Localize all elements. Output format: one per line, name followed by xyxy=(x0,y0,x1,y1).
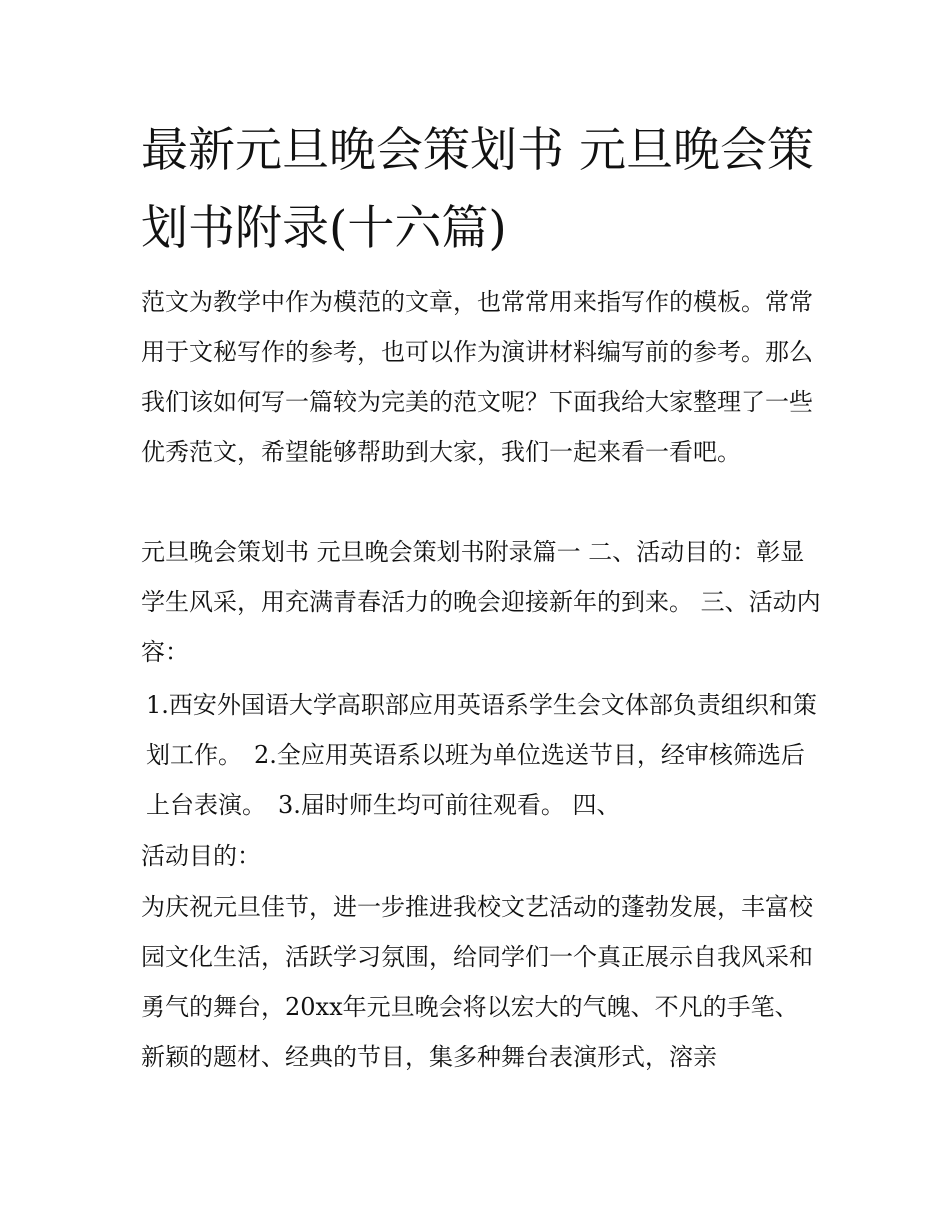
activity-content-paragraph: 1.西安外国语大学高职部应用英语系学生会文体部负责组织和策划工作。 2.全应用英语系以班为单位选送节目，经审核筛选后上台表演。 3.届时师生均可前往观看。 四、 xyxy=(146,691,817,819)
intro-paragraph: 范文为教学中作为模范的文章，也常常用来指写作的模板。常常用于文秘写作的参考，也可以作为演讲材料编写前的参考。那么我们该如何写一篇较为完美的范文呢？下面我给大家整理了一些优秀范文，希望能够帮助到大家，我们一起来看一看吧。 xyxy=(141,288,813,466)
document-title: 最新元旦晚会策划书 元旦晚会策划书附录(十六篇) xyxy=(141,123,814,256)
section-one-paragraph: 元旦晚会策划书 元旦晚会策划书附录篇一 二、活动目的：彰显学生风采，用充满青春活力的晚会迎接新年的到来。 三、活动内容： xyxy=(141,538,821,666)
activity-purpose-paragraph: 为庆祝元旦佳节，进一步推进我校文艺活动的蓬勃发展，丰富校园文化生活，活跃学习氛围，给同学们一个真正展示自我风采和勇气的舞台，20xx年元旦晚会将以宏大的气魄、不凡的手笔、新颖的题材、经典的节目，集多种舞台表演形式，溶亲 xyxy=(141,893,813,1071)
activity-purpose-heading: 活动目的： xyxy=(141,842,261,870)
